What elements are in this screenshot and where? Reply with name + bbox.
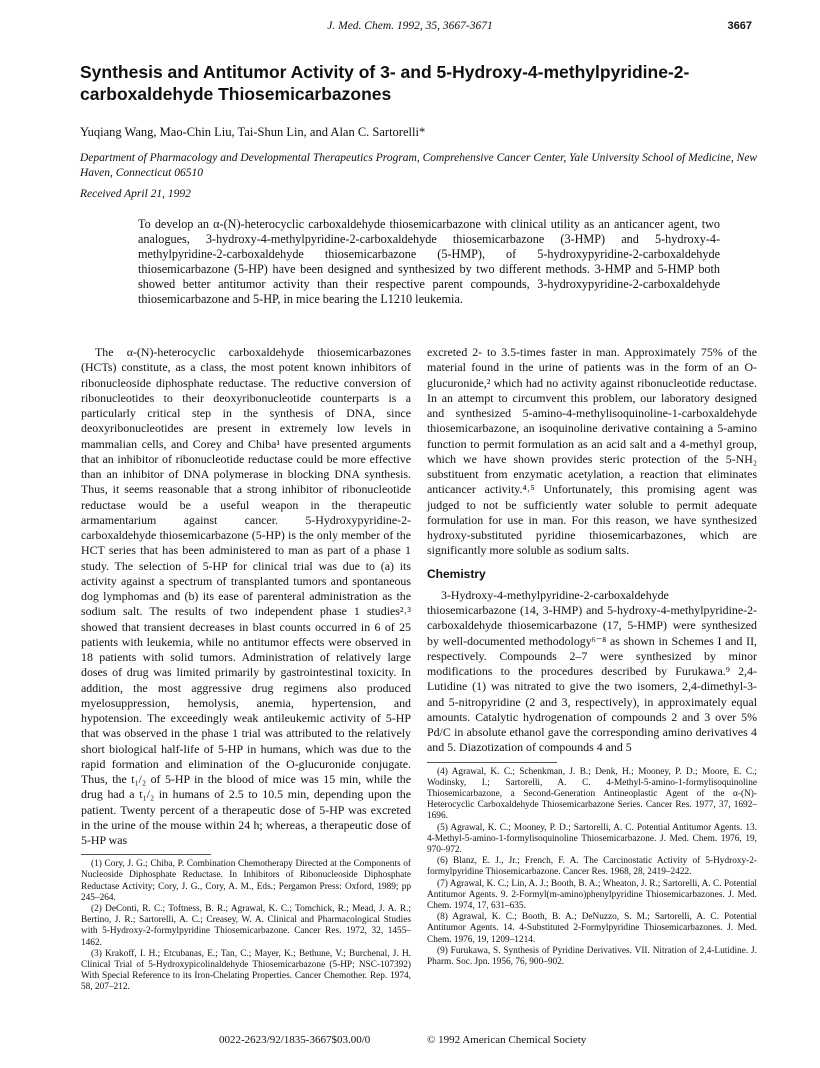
- section-heading-chemistry: Chemistry: [427, 566, 486, 581]
- left-column: [81, 345, 411, 994]
- footnote-rule: [427, 762, 557, 763]
- received-date: Received April 21, 1992: [80, 188, 191, 200]
- reference-item: (2) DeConti, R. C.; Toftness, B. R.; Agrawal, K. C.; Tomchick, R.; Mead, J. A. R.; Bertino, J. R.; Sartorelli, A. C.; Creasey, W. A. Clinical and Pharmacological Studies with 5-Hydroxy-2-formylpyridine Thiosemicarbazone. Cancer Res. 1972, 32, 1455–1462.: [81, 904, 411, 948]
- author-list: Yuqiang Wang, Mao-Chin Liu, Tai-Shun Lin, and Alan C. Sartorelli*: [80, 125, 426, 139]
- reference-item: (3) Krakoff, I. H.; Etcubanas, E.; Tan, C.; Mayer, K.; Bethune, V.; Burchenal, J. H. Clinical Trial of 5-Hydroxypicolinaldehyde Thiosemicarbazone (5-HP; NSC-107392) With Special Reference to its Iron-Chelating Properties. Cancer Chemother. Rep. 1974, 58, 207–212.: [81, 948, 411, 993]
- affiliation: Department of Pharmacology and Developmental Therapeutics Program, Comprehensive Cancer Center, Yale University School of Medicine, New Haven, Connecticut 06510: [80, 152, 758, 179]
- intro-paragraph: The α-(N)-heterocyclic carboxaldehyde thiosemicarbazones (HCTs) constitute, as a class, the most potent known inhibitors of ribonucleoside diphosphate reductase. The reductive conversion of ribonucleotides to their deoxyribonucleotide counterparts is a particularly critical step in the synthesis of DNA, since deoxyribonucleotides are present in extremely low levels in mammalian cells, and Corey and Chiba¹ have presented arguments that an inhibitor of ribonucleotide reductase could be more effective than an inhibitor of DNA polymerase in blocking DNA synthesis. Thus, it seems reasonable that a strong inhibitor of ribonucleotide reductase would be a useful weapon in the therapeutic armamentarium against cancer. 5-Hydroxypyridine-2-carboxaldehyde thiosemicarbazone (5-HP) is the only member of the HCT series that has been administered to man as part of a phase 1 study. The selection of 5-HP for clinical trial was due to (a) its activity against a spectrum of transplanted tumors and spontaneous dog lymphomas and (b) its ease of parenteral administration as the sodium salt. The results of two independent phase 1 studies²˒³ showed that transient decreases in blast counts occurred in 6 of 25 patients with leukemia, while no antitumor effects were observed in 18 patients with solid tumors. Administration of relatively large doses of drug was limited primarily by gastrointestinal toxicity. In addition, the most aggressive drug regimens also produced myelosuppression, hemolysis, anemia, hypertension, and hypotension. The exceedingly weak antileukemic activity of 5-HP that was observed in the phase 1 trial was attributed to the relatively short biological half-life of 5-HP in humans, which was due to the rapid formation and elimination of the O-glucuronide conjugate. Thus, the t₁/₂ of 5-HP in the blood of mice was 15 min, while the drug had a t₁/₂ in humans of 2.5 to 10.5 min, depending upon the patient. Twenty percent of a therapeutic dose of 5-HP was excreted in the urine of the mouse within 24 h; whereas, a therapeutic dose of 5-HP was: [81, 345, 411, 847]
- running-header: [0, 20, 820, 36]
- article-title: Synthesis and Antitumor Activity of 3- and 5-Hydroxy-4-methylpyridine-2-carboxaldehyde Thiosemicarbazones: [80, 62, 690, 104]
- page-footer: [0, 1034, 820, 1048]
- references-right: [427, 767, 757, 969]
- reference-item: (7) Agrawal, K. C.; Lin, A. J.; Booth, B. A.; Wheaton, J. R.; Sartorelli, A. C. Potential Antitumor Agents. 9. 2-Formyl(m-amino)phenylpyridine Thiosemicarbazones. J. Med. Chem. 1974, 17, 631–635.: [427, 878, 757, 911]
- continued-paragraph: excreted 2- to 3.5-times faster in man. Approximately 75% of the material found in the urine of patients was in the form of an O-glucuronide,² which had no activity against ribonucleotide reductase. In an attempt to circumvent this problem, our laboratory designed and synthesized 5-amino-4-methylisoquinoline-1-carboxaldehyde thiosemicarbazone, an isoquinoline derivative containing a 5-amino function to permit formulation as an acid salt and a 4-methyl group, which we have shown provides steric protection of the 5-NH₂ substituent from enzymatic acetylation, a reaction that eliminates anticancer activity.⁴˒⁵ Unfortunately, this promising agent was judged to not be sufficiently water soluble to permit adequate formulation for use in man. For this reason, we have synthesized hydroxy-substituted pyridine thiosemicarbazones, which are significantly more soluble as sodium salts.: [427, 345, 757, 558]
- reference-item: (5) Agrawal, K. C.; Mooney, P. D.; Sartorelli, A. C. Potential Antitumor Agents. 13. 4-Methyl-5-amino-1-formylisoquinoline Thiosemicarbazone. J. Med. Chem. 1976, 19, 970–972.: [427, 822, 757, 855]
- reference-item: (8) Agrawal, K. C.; Booth, B. A.; DeNuzzo, S. M.; Sartorelli, A. C. Potential Antitumor Agents. 14. 4-Substituted 2-Formylpyridine Thiosemicarbazones. J. Med. Chem. 1976, 19, 1209–1214.: [427, 912, 757, 945]
- copyright: © 1992 American Chemical Society: [427, 1034, 587, 1046]
- reference-item: (4) Agrawal, K. C.; Schenkman, J. B.; Denk, H.; Mooney, P. D.; Moore, E. C.; Wodinsky, I.; Sartorelli, A. C. 4-Methyl-5-amino-1-formylisoquinoline Thiosemicarbazone, a Second-Generation Antineoplastic Agent of the α-(N)-Heterocyclic Carboxaldehyde Thiosemicarbazone Series. Cancer Res. 1977, 37, 1692–1696.: [427, 766, 757, 822]
- reference-item: (6) Blanz, E. J., Jr.; French, F. A. The Carcinostatic Activity of 5-Hydroxy-2-formylpyridine Thiosemicarbazone. Cancer Res. 1968, 28, 2419–2422.: [427, 856, 757, 878]
- reference-item: (9) Furukawa, S. Synthesis of Pyridine Derivatives. VII. Nitration of 2,4-Lutidine. J. Pharm. Soc. Jpn. 1956, 76, 900–902.: [427, 945, 757, 967]
- abstract: To develop an α-(N)-heterocyclic carboxaldehyde thiosemicarbazone with clinical utility as an anticancer agent, two analogues, 3-hydroxy-4-methylpyridine-2-carboxaldehyde thiosemicarbazone (3-HMP) and 5-hydroxy-4-methylpyridine-2-carboxaldehyde thiosemicarbazone (5-HMP), of 5-hydroxypyridine-2-carboxaldehyde thiosemicarbazone (5-HP) have been designed and synthesized by two different methods. 3-HMP and 5-HMP both showed better antitumor activity than their respective parent compounds, 3-hydroxypyridine-2-carboxaldehyde thiosemicarbazone and 5-HP, in mice bearing the L1210 leukemia.: [138, 217, 720, 307]
- page-number: 3667: [727, 20, 752, 32]
- reference-item: (1) Cory, J. G.; Chiba, P. Combination Chemotherapy Directed at the Components of Nucleoside Diphosphate Reductase. In Inhibitors of Ribonucleoside Diphosphate Reductase Activity; Cory, J. G., Cory, A. M., Eds.; Pergamon Press: Oxford, 1989; pp 245–264.: [81, 859, 411, 903]
- article-code: 0022-2623/92/1835-3667$03.00/0: [219, 1034, 371, 1046]
- journal-citation: J. Med. Chem. 1992, 35, 3667-3671: [327, 20, 493, 32]
- chemistry-paragraph: 3-Hydroxy-4-methylpyridine-2-carboxaldehyde thiosemicarbazone (14, 3-HMP) and 5-hydroxy-4-methylpyridine-2-carboxaldehyde thiosemicarbazone (17, 5-HMP) were synthesized by well-documented methodology⁶⁻⁸ as shown in Schemes I and II, respectively. Compounds 2–7 were synthesized by minor modifications to the procedures described by Furukawa.⁹ 2,4-Lutidine (1) was nitrated to give the two isomers, 2,4-dimethyl-3- and 5-nitropyridine (2 and 3, respectively), in approximately equal amounts. Catalytic hydrogenation of compounds 2 and 3 over 5% Pd/C in absolute ethanol gave the corresponding amino derivatives 4 and 5. Diazotization of compounds 4 and 5: [427, 587, 757, 755]
- footnote-rule: [81, 854, 211, 855]
- references-left: [81, 859, 411, 993]
- right-column: [427, 345, 757, 968]
